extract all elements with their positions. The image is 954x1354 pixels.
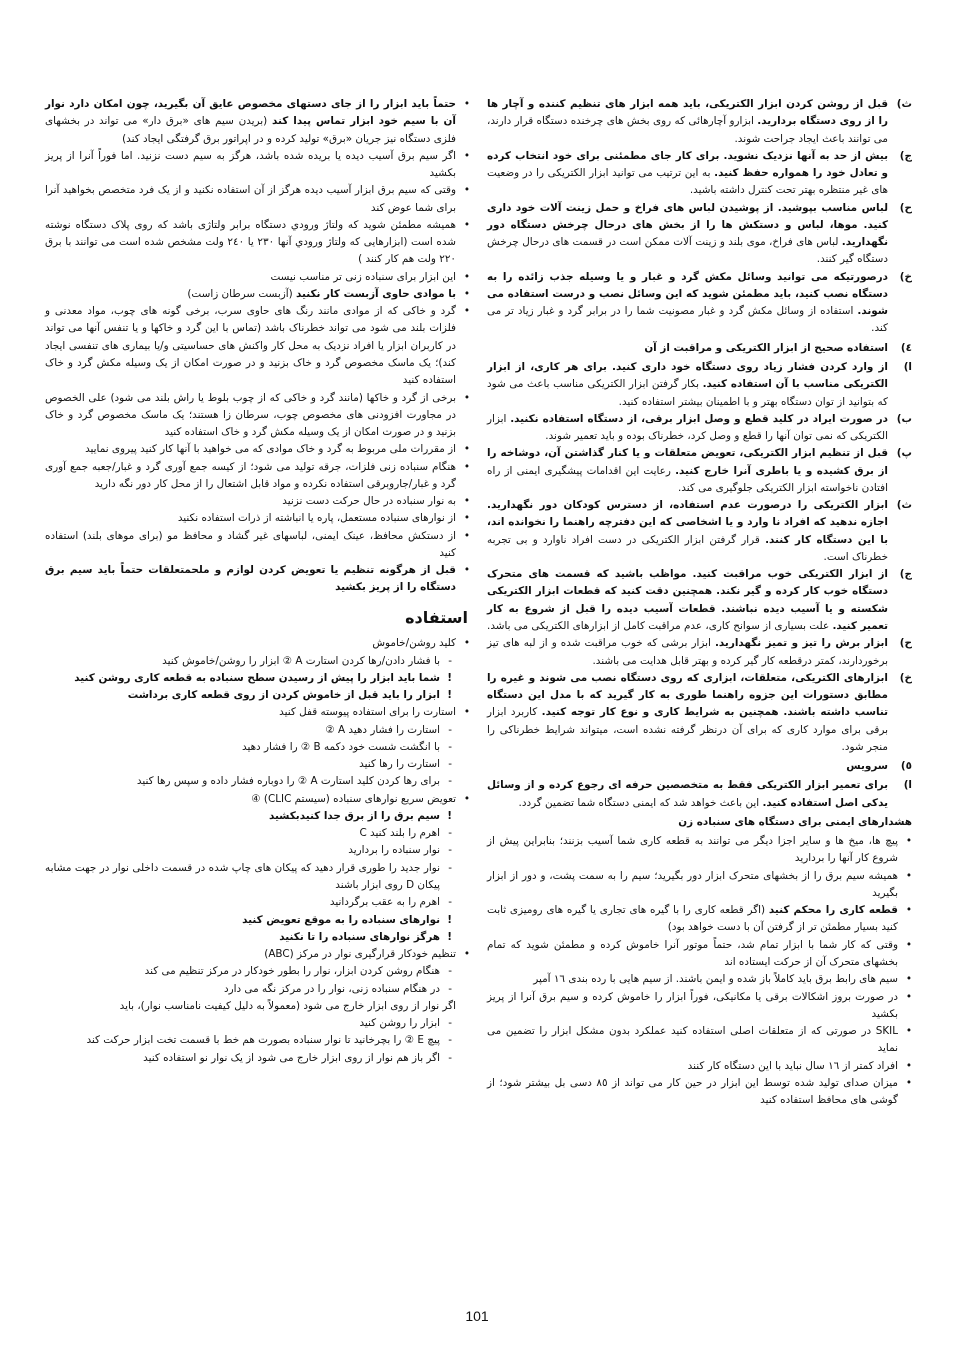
bullet-text: (اگر قطعه کاری را با گیره های تجاری یا گیره های رومیزی ثابت کنید بسیار مطمئن تر از گرفتن آن با دست خواهد بود) xyxy=(487,904,898,934)
bullet-item xyxy=(45,269,470,286)
item-text: علت بسیاری از سوانح کاری، عدم مراقبت کامل از ابزارهای الکتریکی می باشد. xyxy=(487,619,830,632)
item-bold-text: ابزار برش را تیز و تمیز نگهدارید. xyxy=(714,637,888,650)
item-text: بکار گرفتن ابزار الکتریکی مناسب باعث می شود که بتوانید از توان دستگاه بهتر و با اطمینان بیشتر استفاده کنید. xyxy=(487,378,888,408)
section-5-marker: ٥) xyxy=(900,760,912,773)
item-bold-text: قبل از تنظیم ابزار الکتریکی، تعویض متعلقات و یا کنار گذاشتن آن، دوشاخه را از برق کشیده و یا باطری آنرا خارج کنید. xyxy=(487,447,888,477)
bullet-text: وقتی که کار شما با ابزار تمام شد، حتماً موتور آنرا خاموش کرده و مطمئن شوید که تمام بخشهای متحرک آن از حرکت ایستاده اند xyxy=(487,938,898,969)
usage-bullet-item: • تنظیم خودکار قرارگیری نوار در مرکز (ABC) xyxy=(45,946,470,963)
usage-warn-item: ! هرگز نوارهای سنباده را تا نکنید xyxy=(45,929,470,946)
item-marker: ث) xyxy=(896,499,912,512)
bullet-item xyxy=(45,96,470,148)
bullet-item xyxy=(45,148,470,183)
bullet-item xyxy=(487,971,912,988)
bullet-text: سیم های رابط برق باید کاملاً باز شده و ایمن باشند. از سیم هایی با رده بندی ١٦ آمپر xyxy=(533,973,898,986)
usage-bullet-item: • کلید روشن/خاموش xyxy=(45,635,470,652)
usage-warn-item: ! سیم برق را از برق جدا کنیدبکشید xyxy=(45,808,470,825)
item-bold-text: لباس مناسب بپوشید. از پوشیدن لباس های فراخ و حمل زینت آلات خود داری کنید. موها، لباس و دستکش ها را از بخش های درحال چرخش دستگاه دور نگهدارید. xyxy=(487,201,888,249)
usage-dash-item: - ابزار را روشن کنید xyxy=(45,1015,470,1032)
page-number: 101 xyxy=(465,1308,489,1324)
right-column xyxy=(487,96,912,1109)
item-text: رعایت این اقدامات پیشگیری ایمنی از راه افتادن ناخواسته ابزار الکتریکی جلوگیری می کند. xyxy=(487,464,888,494)
bullet-item xyxy=(487,868,912,903)
section-4-heading xyxy=(487,340,912,357)
item-bold-text: از ابزار الکتریکی خوب مراقبت کنید. مواظب باشید که قسمت های متحرک دستگاه خوب کار کرده و گیر نکند. همچنین دقت کنید که قطعات ابزار الکتریکی شکسته و یا آسیب دیده نباشند. قطعات آسیب دیده را قبل از شروع به کار تعمیر کنید. xyxy=(487,568,888,632)
bullet-item xyxy=(487,833,912,868)
usage-warn-item: ! شما باید ابزار را پیش از رسیدن سطح سنباده به قطعه کاری روشن کنید xyxy=(45,670,470,687)
item-text: قرار گرفتن ابزار الکتریکی در دست افراد ناوارد و بی تجربه خطرناک است. xyxy=(487,533,888,563)
section-4-title: استفاده صحیح از ابزار الکتریکی و مراقبت از آن xyxy=(644,341,888,354)
bullet-item xyxy=(45,217,470,269)
bullet-text: از مقررات ملی مربوط به گرد و خاک موادی که می خواهید با آنها کار کنید پیروی نمایید xyxy=(85,443,456,456)
numbered-item xyxy=(487,670,912,756)
item-bold-text: ابزارهای الکتریکی، متعلقات، ابزاری که روی دستگاه نصب می شوند و غیره را مطابق دستورات این جزوه راهنما طوری به کار گیرید که با مدل این دستگاه تناسب داشته باشند. همچنین به شرایط کاری و نوع کار توجه کنید. xyxy=(487,671,888,719)
item-text: ابزار برشی که خوب مراقبت شده و از لبه های تیز برخوردارند، کمتر درقطعه کار گیر کرده و بهتر قابل هدایت می باشند. xyxy=(487,637,888,667)
usage-dash-item: - اهرم را بلند کنید C xyxy=(45,825,470,842)
item-marker: ث) xyxy=(896,98,912,110)
usage-plain-item: اگر نوار از روی ابزار خارج می شود (معمولاً به دلیل کیفیت نامناسب نوار)، باید xyxy=(119,999,456,1012)
usage-dash-item: - در هنگام سنباده زنی، نوار را در مرکز نگه می دارد xyxy=(45,981,470,998)
bullet-item xyxy=(45,562,470,597)
item-marker: ح) xyxy=(899,637,912,650)
bullet-item xyxy=(487,989,912,1024)
usage-dash-item: - استارت را رها کنید xyxy=(45,756,470,773)
usage-dash-item: - استارت را فشار دهید A ② xyxy=(45,722,470,739)
bullet-item xyxy=(45,493,470,510)
bullet-item xyxy=(45,510,470,527)
bullet-text: پیچ ها، میخ ها و سایر اجزا دیگر می توانند به قطعه کاری شما آسیب بزنند؛ بنابراین پیش از شروع کار آنها را بردارید xyxy=(487,835,898,865)
item-bold-text: بیش از حد به آنها نزدیک نشوید. برای کار جای مطمئنی برای خود انتخاب کرده و تعادل خود را همواره حفظ کنید. xyxy=(487,149,888,180)
usage-dash-item: - اگر باز هم نوار از روی ابزار خارج می شود از یک نوار نو استفاده کنید xyxy=(45,1050,470,1067)
item-marker: ج) xyxy=(899,149,912,162)
bullet-item xyxy=(45,390,470,442)
usage-dash-item: - نوار سنباده را بردارید xyxy=(45,842,470,859)
left-column xyxy=(45,96,470,1067)
bullet-text: به نوار سنباده در حال حرکت دست نزنید xyxy=(282,495,456,508)
bullet-item xyxy=(487,1023,912,1058)
numbered-item xyxy=(487,269,912,338)
bullet-item xyxy=(487,1075,912,1110)
item-marker: ح) xyxy=(899,201,912,214)
bullet-text: این ابزار برای سنباده زنی تر مناسب نیست xyxy=(270,270,456,283)
item-text: ابزار الکتریکی که نمی توان آنها را قطع و وصل کرد، خطرناک بوده و باید تعمیر شوند. xyxy=(487,412,888,443)
item-text: استفاده از وسائل مکش گرد و غبار مصونیت شما را در برابر گرد و غبار زیاد تر می کند. xyxy=(487,305,888,335)
safety-title: هشدارهای ایمنی برای دستگاه های سنباده زن xyxy=(678,815,912,828)
section-5-heading xyxy=(487,758,912,775)
bullet-item xyxy=(45,303,470,389)
numbered-item xyxy=(487,566,912,635)
item-bold-text: قبل از روشن کردن ابزار الکتریکی، باید همه ابزار های تنظیم کننده و آچار ها را از روی دستگاه بردارید. xyxy=(487,98,888,128)
item-marker: ا) xyxy=(903,779,912,792)
usage-dash-item: - برای رها کردن کلید استارت A ② را دوباره فشار داده و سپس رها کنید xyxy=(45,773,470,790)
numbered-item xyxy=(487,497,912,566)
item-marker: خ) xyxy=(899,270,912,283)
numbered-item xyxy=(487,148,912,200)
item-text: کاربرد ابزار برقی برای موارد کاری که برای آن درنظر گرفته نشده است، میتواند شرایط خطرناکی را منجر شود. xyxy=(487,706,888,753)
bullet-text: میزان صدای تولید شده توسط این ابزار در حین کار می تواند از ٨٥ دسی بل بیشتر شود؛ از گوشی های محافظ استفاده کنید xyxy=(487,1076,898,1107)
section-5-title: سرویس xyxy=(846,760,888,773)
item-bold-text: برای تعمیر ابزار الکتریکی فقط به متخصصین حرفه ای رجوع کرده و از وسائل یدکی اصل استفاده کنید. xyxy=(487,779,888,809)
usage-dash-item: - هنگام روشن کردن ابزار، نوار را بطور خودکار در مرکز تنظیم می کند xyxy=(45,963,470,980)
usage-warn-item: ! نوارهای سنباده را به موقع تعویض کنید xyxy=(45,912,470,929)
bullet-bold-text: حتماً باید ابزار را از جای دستهای مخصوص عایق آن بگیرید، چون امکان دارد نوار آن با سیم خود ابزار تماس پیدا کند xyxy=(45,98,456,128)
usage-dash-item: - با انگشت شست خود دکمه B ② را فشار دهید xyxy=(45,739,470,756)
bullet-text: از دستکش محافظ، عینک ایمنی، لباسهای غیر گشاد و محافظ مو (برای موهای بلند) استفاده کنید xyxy=(45,529,456,559)
usage-dash-item: - با فشار دادن/رها کردن استارت A ② ابزار را روشن/خاموش کنید xyxy=(45,653,470,670)
item-marker: ب) xyxy=(896,412,912,425)
bullet-text: همیشه سیم برق را از بخشهای متحرک ابزار دور بگیرید؛ سیم را به سمت پشت، و دور از ابزار بگیرید xyxy=(487,869,898,899)
bullet-text: همیشه مطمئن شوید که ولتاژ ورودي دستگاه برابر ولتاژی باشد که روی پلاک دستگاه نوشته شده است (ابزارهایی که ولتاژ ورودي آنها ٢٣٠ یا ٢٤٠ ولت مشخص شده است می توانند با برق ٢٢٠ ولت هم کار کنند ) xyxy=(45,218,456,266)
item-text: به این ترتیب می توانید ابزار الکتریکی را در وضعیت های غیر منتظره بهتر تحت کنترل داشته باشید. xyxy=(487,167,888,197)
bullet-text: از نوارهای سنباده مستعمل، پاره یا انباشته از ذرات استفاده نکنید xyxy=(177,512,456,525)
bullet-item xyxy=(45,441,470,458)
item-marker: ج) xyxy=(899,568,912,581)
numbered-item xyxy=(487,777,912,812)
item-bold-text: از وارد کردن فشار زیاد روی دستگاه خود داری کنید. برای هر کاری، از ابزار الکتریکی مناسب با آن استفاده کنید. xyxy=(487,360,888,391)
usage-bullet-item: • تعویض سریع نوارهای سنباده (سیستم CLIC) ④ xyxy=(45,791,470,808)
numbered-item xyxy=(487,411,912,446)
bullet-text: (آزبست سرطان زاست) xyxy=(187,287,293,300)
bullet-text: افراد کمتر از ١٦ سال نباید با این دستگاه کار کنند xyxy=(687,1059,898,1072)
section-4-marker: ٤) xyxy=(900,341,912,354)
bullet-text: برخی از گرد و خاکها (مانند گرد و خاکی که از چوب بلوط یا راش بلند می شود) علی الخصوص در مجاورت افزودنی های مخصوص چوب، سرطان زا هستند؛ یک ماسک مخصوص گرد و خاک بزنید و در صورت امکان از یک وسیله مکش گرد و خاک استفاده کنید xyxy=(45,391,456,439)
bullet-item xyxy=(45,286,470,303)
bullet-text: (بریدن سیم های «برق دار» می تواند در بخشهای فلزی دستگاه نیز جریان «برق» تولید کرده و در اپراتور برق گرفتگی ایجاد کند) xyxy=(45,115,456,145)
usage-dash-item: - نوار جدید را طوری قرار دهید که پیکان های چاپ شده در قسمت داخلی نوار در جهت مشابه پیکان D روی ابزار باشند xyxy=(45,860,470,895)
bullet-item xyxy=(487,937,912,972)
bullet-text: هنگام سنباده زنی فلزات، جرقه تولید می شود؛ از کیسه جمع آوری گرد و غبار/جعبه جمع آوری گرد و غبار/جاروبرقی استفاده نکرده و مواد قابل اشتعال را از محل کار دور نگه دارید xyxy=(45,460,456,490)
usage-warn-item: ! ابزار را باید قبل از خاموش کردن از روی قطعه کاری برداشت xyxy=(45,687,470,704)
bullet-text: گرد و خاکی که از موادی مانند رنگ های حاوی سرب، برخی گونه های چوب، مواد معدنی و فلزات بلند می شود می تواند خطرناک باشد (تماس با این گرد و خاکها و یا تنفس آنها می تواند در کاربران ابزار یا افراد نزدیک به محل کار واکنش های حساسیتی و/یا بیماری های تنفسی ایجاد کند)؛ یک ماسک مخصوص گرد و خاک بزنید و در صورت امکان از یک وسیله مکش گرد و خاک استفاده کنید xyxy=(45,305,456,387)
bullet-bold-text: قبل از هرگونه تنظیم یا تعویض کردن لوازم و ملحمتعلقات حتماً باید سیم برق دستگاه را از پریز بکشید xyxy=(45,564,456,594)
bullet-item xyxy=(45,459,470,494)
usage-bullet-item: • استارت را برای استفاده پیوسته قفل کنید xyxy=(45,704,470,721)
numbered-item xyxy=(487,445,912,497)
item-marker: خ) xyxy=(899,671,912,684)
bullet-text: SKIL در صورتی که از متعلقات اصلی استفاده کنید عملکرد بدون مشکل ابزار را تضمین می نماید xyxy=(487,1025,898,1055)
bullet-item xyxy=(487,1058,912,1075)
bullet-item xyxy=(45,182,470,217)
item-text: این باعث خواهد شد که ایمنی دستگاه شما تضمین گردد. xyxy=(518,796,760,809)
usage-dash-item: - پیچ E ② را بچرخانید تا نوار سنباده بصورت هم خط با قسمت تخت ابزار حرکت کند xyxy=(45,1032,470,1049)
item-bold-text: ابزار الکتریکی را درصورت عدم استفاده، از دسترس کودکان دور نگهدارید. اجازه ندهید که افراد نا وارد و یا اشخاصی که این دفترچه راهنما را نخوانده اند، با این دستگاه کار کنند. xyxy=(487,499,889,546)
numbered-item xyxy=(487,200,912,269)
item-text: ابزارو آچارهائی که روی بخش های چرخنده دستگاه قرار دارند، می توانند باعث ایجاد جراحت شوند. xyxy=(487,115,888,145)
bullet-bold-text: قطعه کاری را محکم کنید xyxy=(768,904,898,917)
bullet-text: وقتی که سیم برق ابزار آسیب دیده هرگز از آن استفاده نکنید و از یک فرد متخصص بخواهید آنرا برای شما عوض کند xyxy=(45,184,456,214)
bullet-text: در صورت بروز اشکالات برقی یا مکانیکی، فوراً ابزار را خاموش کرده و سیم برق آنرا از پریز بکشید xyxy=(487,990,898,1020)
usage-heading: استفاده xyxy=(405,607,468,627)
numbered-item xyxy=(487,635,912,670)
item-bold-text: درصورتیکه می توانید وسائل مکش گرد و غبار و یا وسیله جذب زائده را به دستگاه نصب کنید، باید مطمئن شوید که این وسائل نصب و درست استفاده می شوند. xyxy=(487,270,888,318)
bullet-item xyxy=(45,528,470,563)
numbered-item xyxy=(487,359,912,411)
item-text: لباس های فراخ، موی بلند و زینت آلات ممکن است در قسمت های درحال چرخش دستگاه گیر کنند. xyxy=(487,236,888,266)
item-marker: پ) xyxy=(896,447,912,460)
item-marker: ا) xyxy=(903,360,912,373)
bullet-item xyxy=(487,902,912,937)
bullet-bold-text: با موادی حاوی آزبست کار نکنید xyxy=(296,287,456,300)
usage-dash-item: - اهرم را به عقب برگردانید xyxy=(45,894,470,911)
bullet-text: اگر سیم برق آسیب دیده یا بریده شده باشد، هرگز به سیم دست نزنید. اما فوراً آنرا از پریز بکشید xyxy=(45,149,456,180)
numbered-item xyxy=(487,96,912,148)
item-bold-text: در صورت ایراد در کلید قطع و وصل ابزار برقی، از دستگاه استفاده نکنید. xyxy=(510,412,888,425)
